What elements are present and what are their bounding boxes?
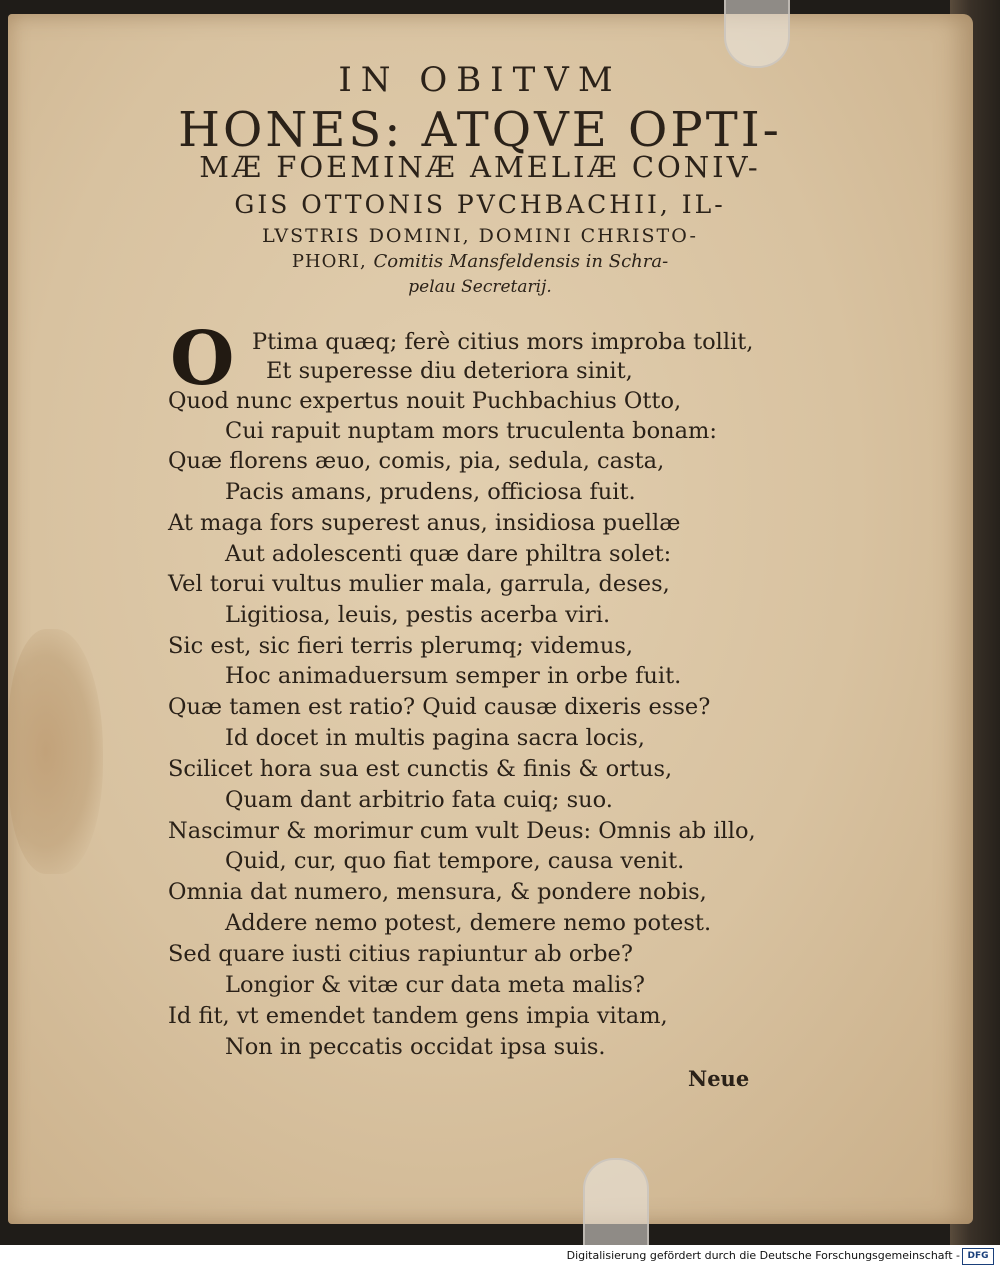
verse-line: Quæ tamen est ratio? Quid causæ dixeris esse? (168, 694, 711, 720)
water-stain (8, 629, 103, 874)
verse-line: Ptima quæq; ferè citius mors improba tollit, (252, 329, 754, 355)
verse-line: Quod nunc expertus nouit Puchbachius Otto, (168, 388, 682, 414)
title-line-6-caps: PHORI, (291, 251, 367, 272)
page-clip-bottom (583, 1158, 649, 1246)
page-clip-top (724, 0, 790, 68)
verse-line: At maga fors superest anus, insidiosa puellæ (168, 510, 681, 536)
verse-line: Quid, cur, quo fiat tempore, causa venit. (225, 848, 685, 874)
title-line-5: LVSTRIS DOMINI, DOMINI CHRISTO- (262, 225, 698, 247)
title-line-1: IN OBITVM (338, 60, 622, 100)
dfg-logo: DFG (962, 1248, 994, 1265)
verse-line: Vel torui vultus mulier mala, garrula, deses, (168, 571, 670, 597)
title-line-6 (130, 251, 830, 272)
title-line-6-italic: Comitis Mansfeldensis in Schra- (373, 251, 669, 272)
verse-line: Scilicet hora sua est cunctis & finis & ortus, (168, 756, 673, 782)
verse-line: Et superesse diu deteriora sinit, (266, 358, 633, 384)
verse-line: Ligitiosa, leuis, pestis acerba viri. (225, 602, 611, 628)
verse-line: Non in peccatis occidat ipsa suis. (225, 1034, 606, 1060)
verse-line: Nascimur & morimur cum vult Deus: Omnis ab illo, (168, 818, 756, 844)
verse-line: Id docet in multis pagina sacra locis, (225, 725, 645, 751)
verse-line: Addere nemo potest, demere nemo potest. (225, 910, 712, 936)
verse-line: Quæ florens æuo, comis, pia, sedula, casta, (168, 448, 665, 474)
verse-line: Quam dant arbitrio fata cuiq; suo. (225, 787, 613, 813)
verse-line: Longior & vitæ cur data meta malis? (225, 972, 645, 998)
verse-line: Aut adolescenti quæ dare philtra solet: (225, 541, 672, 567)
footer-bar (0, 1245, 1000, 1267)
title-line-7: pelau Secretarij. (408, 277, 552, 297)
verse-line: Id fit, vt emendet tandem gens impia vitam, (168, 1003, 668, 1029)
catchword: Neue (688, 1066, 750, 1091)
title-line-4: GIS OTTONIS PVCHBACHII, IL- (234, 190, 726, 219)
verse-line: Cui rapuit nuptam mors truculenta bonam: (225, 418, 717, 444)
title-line-3: MÆ FOEMINÆ AMELIÆ CONIV- (199, 150, 761, 184)
verse-line: Hoc animaduersum semper in orbe fuit. (225, 663, 682, 689)
verse-line: Sed quare iusti citius rapiuntur ab orbe? (168, 941, 633, 967)
verse-line: Sic est, sic fieri terris plerumq; videmus, (168, 633, 634, 659)
title-line-2: HONES: ATQVE OPTI- (178, 102, 782, 158)
footer-credit: Digitalisierung gefördert durch die Deutsche Forschungsgemeinschaft - (566, 1249, 960, 1262)
drop-cap: O (170, 316, 235, 402)
verse-line: Pacis amans, prudens, officiosa fuit. (225, 479, 636, 505)
verse-line: Omnia dat numero, mensura, & pondere nobis, (168, 879, 707, 905)
